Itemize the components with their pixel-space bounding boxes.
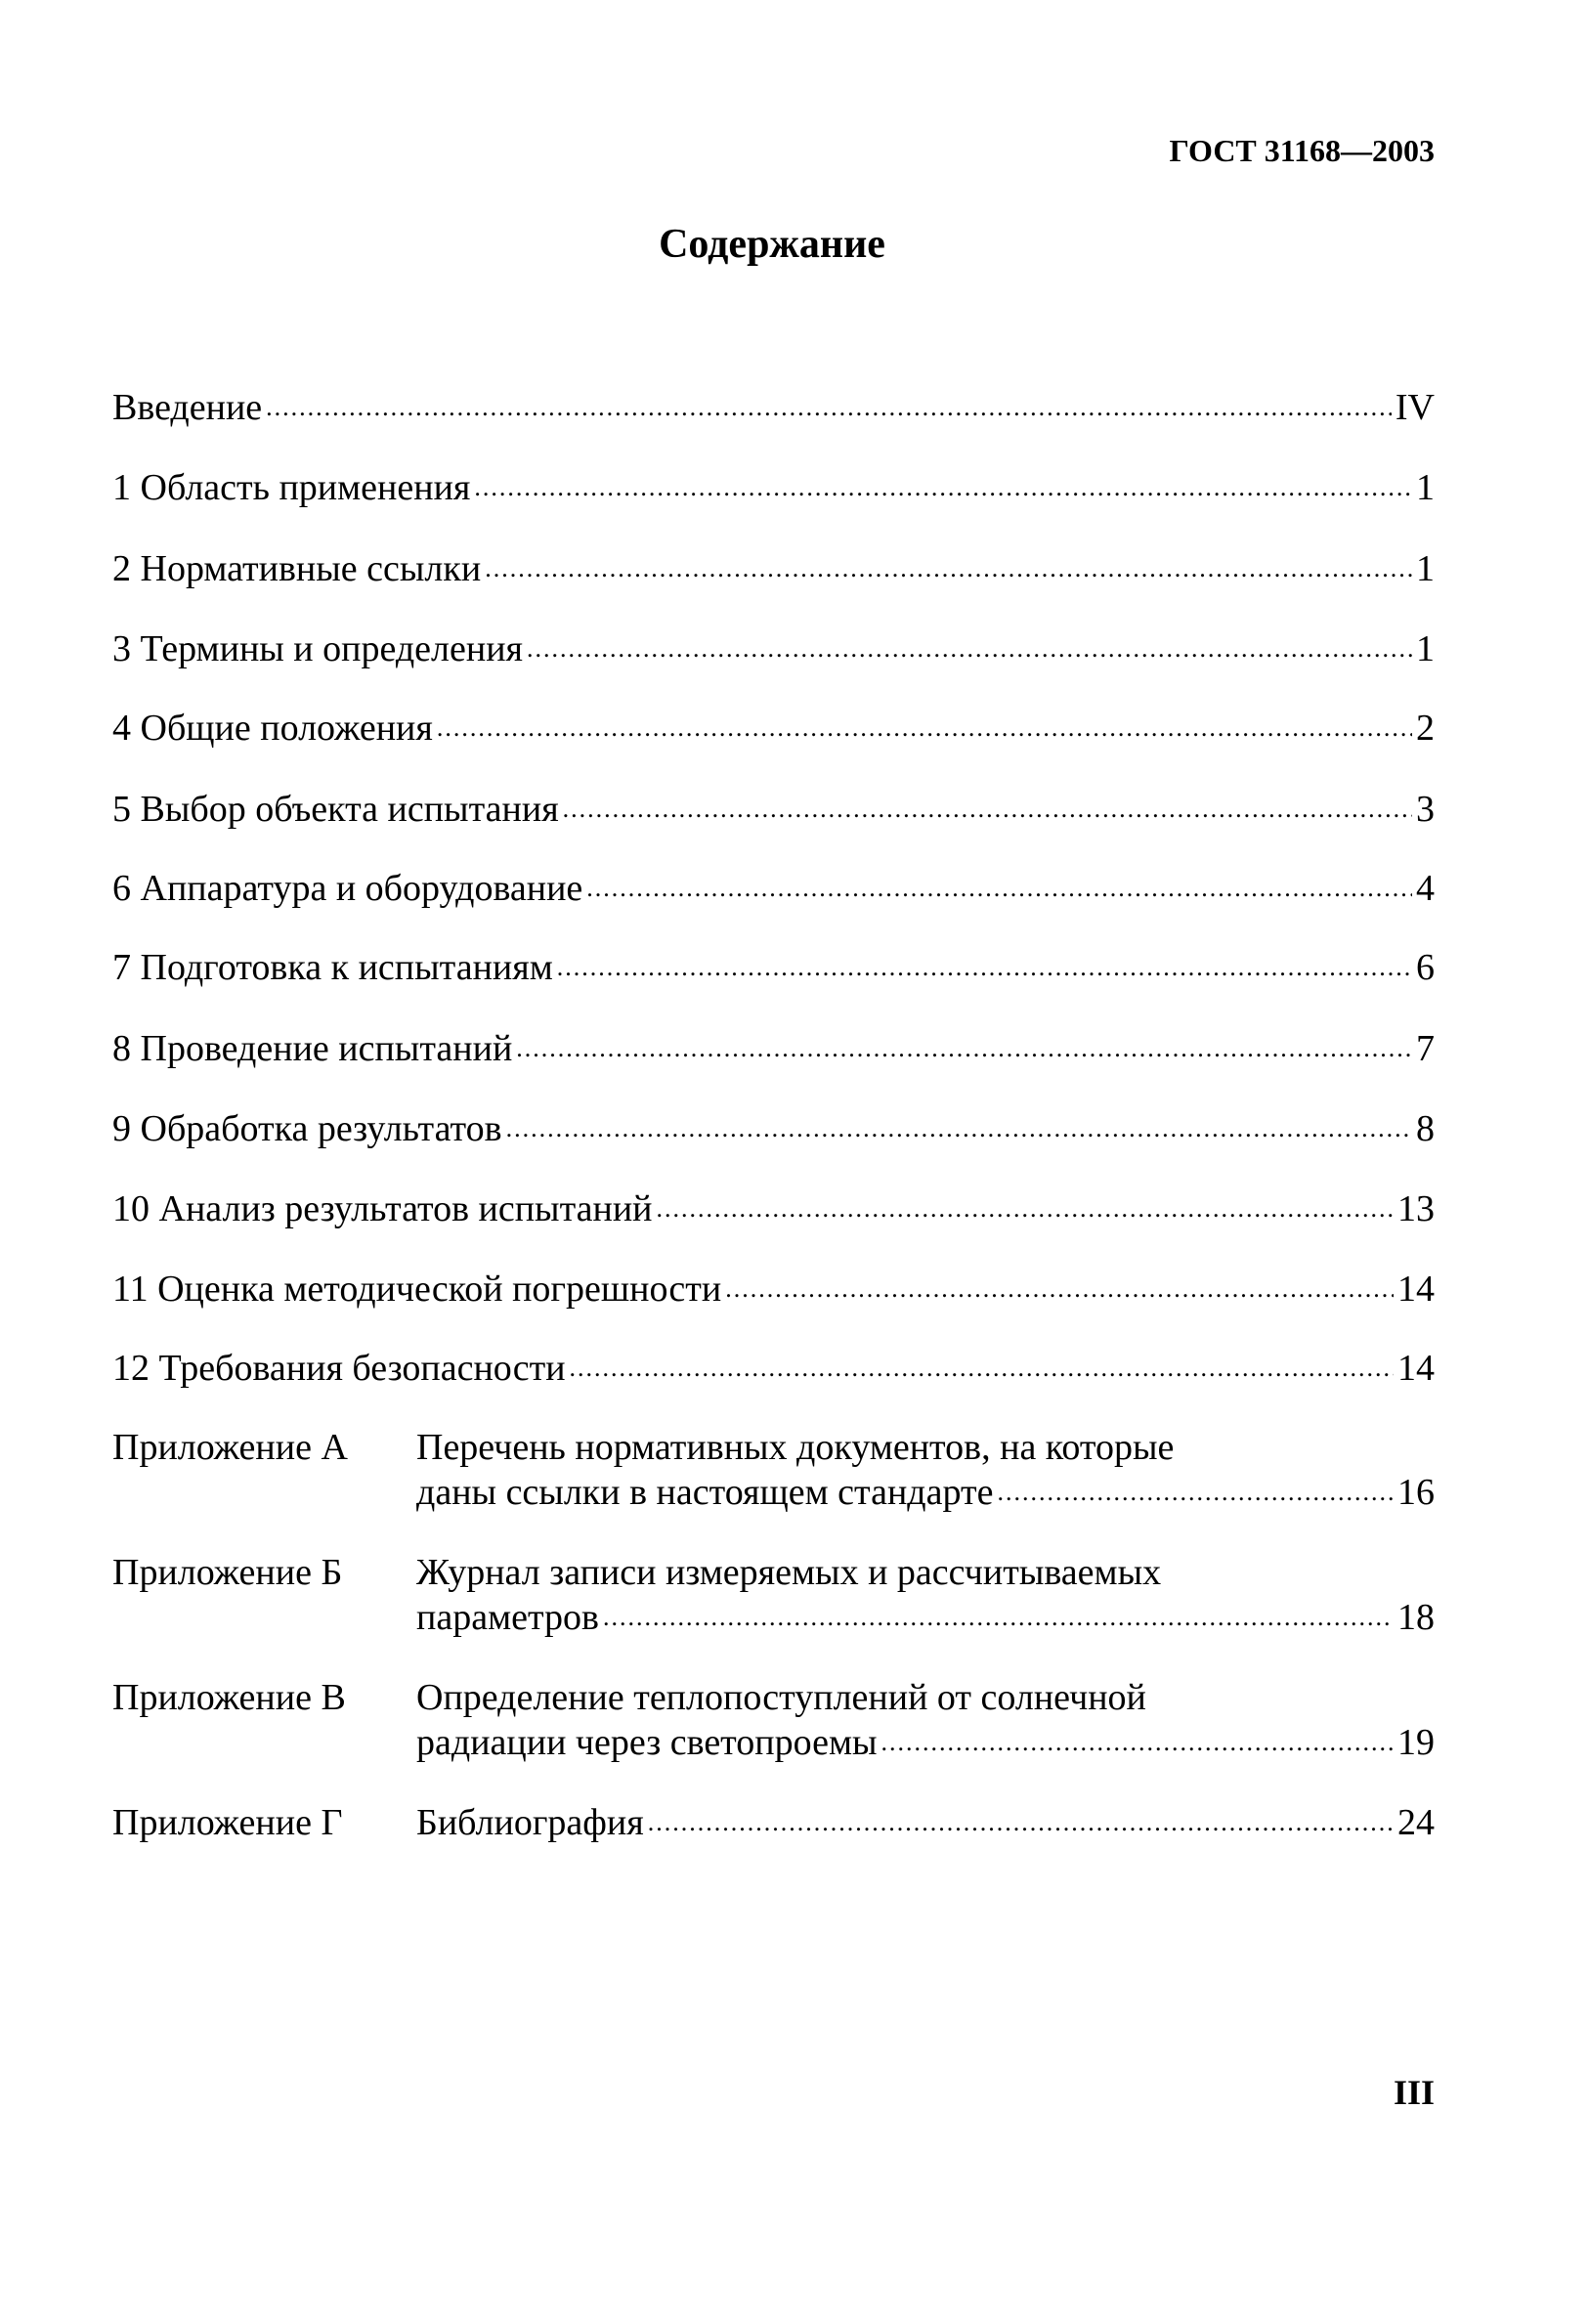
dot-leader	[603, 1595, 1394, 1640]
toc-entry-page: 4	[1416, 868, 1435, 910]
dot-leader	[474, 463, 1412, 512]
appendix-label: Приложение А	[112, 1427, 348, 1469]
toc-entry-page: 8	[1416, 1107, 1435, 1149]
dot-leader	[725, 1265, 1394, 1313]
toc-entry-title: 12 Требования безопасности	[112, 1348, 566, 1390]
toc-appendix[interactable]	[112, 1800, 1435, 1894]
toc-entry[interactable]	[112, 864, 1435, 913]
toc-entry-title: 6 Аппаратура и оборудование	[112, 868, 583, 910]
toc-entry[interactable]	[112, 1104, 1435, 1153]
dot-leader	[563, 785, 1412, 834]
appendix-label: Приложение Г	[112, 1802, 343, 1844]
toc-entry-title: 3 Термины и определения	[112, 627, 524, 669]
toc-entry-title: Введение	[112, 386, 263, 428]
appendix-page: 18	[1397, 1597, 1435, 1639]
dot-leader	[516, 1024, 1412, 1073]
toc-entry-title: 10 Анализ результатов испытаний	[112, 1188, 653, 1230]
dot-leader	[485, 544, 1412, 593]
toc-entry-page: 13	[1397, 1188, 1435, 1230]
toc-entry[interactable]	[112, 1344, 1435, 1393]
toc-entry-title: 4 Общие положения	[112, 707, 433, 749]
dot-leader	[557, 943, 1412, 992]
toc-entry-page: 2	[1416, 707, 1435, 749]
toc-entry-page: IV	[1395, 386, 1435, 428]
page-title: Содержание	[659, 222, 885, 267]
toc-entry[interactable]	[112, 1184, 1435, 1233]
toc-appendix[interactable]	[112, 1675, 1435, 1769]
appendix-title-line2: параметров	[416, 1597, 599, 1639]
dot-leader	[527, 624, 1412, 673]
toc-entry-title: 9 Обработка результатов	[112, 1107, 502, 1149]
appendix-label: Приложение Б	[112, 1552, 343, 1594]
dot-leader	[881, 1720, 1394, 1765]
toc-entry-title: 1 Область применения	[112, 467, 471, 509]
toc-entry[interactable]	[112, 624, 1435, 673]
toc-entry-title: 11 Оценка методической погрешности	[112, 1268, 722, 1310]
toc-entry[interactable]	[112, 785, 1435, 834]
toc-entry-title: 7 Подготовка к испытаниям	[112, 947, 553, 989]
appendix-title-line1: Перечень нормативных документов, на которые	[416, 1427, 1175, 1469]
appendix-title-line1: Журнал записи измеряемых и рассчитываемых	[416, 1552, 1162, 1594]
page-number: III	[1393, 2073, 1435, 2112]
dot-leader	[266, 383, 1392, 432]
appendix-page: 16	[1397, 1472, 1435, 1514]
toc-appendix[interactable]	[112, 1425, 1435, 1519]
toc-entry-page: 6	[1416, 947, 1435, 989]
dot-leader	[648, 1800, 1394, 1845]
toc-entry[interactable]	[112, 544, 1435, 593]
dot-leader	[657, 1184, 1394, 1233]
toc-entry-title: 2 Нормативные ссылки	[112, 548, 482, 590]
toc-entry-page: 3	[1416, 788, 1435, 830]
dot-leader	[506, 1104, 1412, 1153]
appendix-title-line1: Библиография	[416, 1802, 644, 1844]
appendix-title-line1: Определение теплопоступлений от солнечной	[416, 1677, 1146, 1719]
toc-entry[interactable]	[112, 943, 1435, 992]
appendix-page: 24	[1397, 1802, 1435, 1844]
toc-entry-page: 1	[1416, 467, 1435, 509]
toc-entry-title: 8 Проведение испытаний	[112, 1028, 513, 1070]
dot-leader	[437, 704, 1412, 753]
dot-leader	[586, 864, 1412, 913]
appendix-label: Приложение В	[112, 1677, 346, 1719]
toc-entry-page: 14	[1397, 1348, 1435, 1390]
toc-entry[interactable]	[112, 1024, 1435, 1073]
document-code: ГОСТ 31168—2003	[1169, 133, 1435, 168]
toc-entry[interactable]	[112, 1265, 1435, 1313]
appendix-title-line2: радиации через светопроемы	[416, 1722, 878, 1764]
toc-appendix[interactable]	[112, 1550, 1435, 1644]
dot-leader	[570, 1344, 1394, 1393]
toc-entry[interactable]	[112, 383, 1435, 432]
appendix-title-line2: даны ссылки в настоящем стандарте	[416, 1472, 994, 1514]
toc-entry[interactable]	[112, 704, 1435, 753]
toc-entry-page: 1	[1416, 548, 1435, 590]
appendix-page: 19	[1397, 1722, 1435, 1764]
toc-entry-page: 7	[1416, 1028, 1435, 1070]
toc-entry-page: 1	[1416, 627, 1435, 669]
toc-entry[interactable]	[112, 463, 1435, 512]
toc-entry-page: 14	[1397, 1268, 1435, 1310]
toc-entry-title: 5 Выбор объекта испытания	[112, 788, 559, 830]
dot-leader	[997, 1470, 1394, 1515]
